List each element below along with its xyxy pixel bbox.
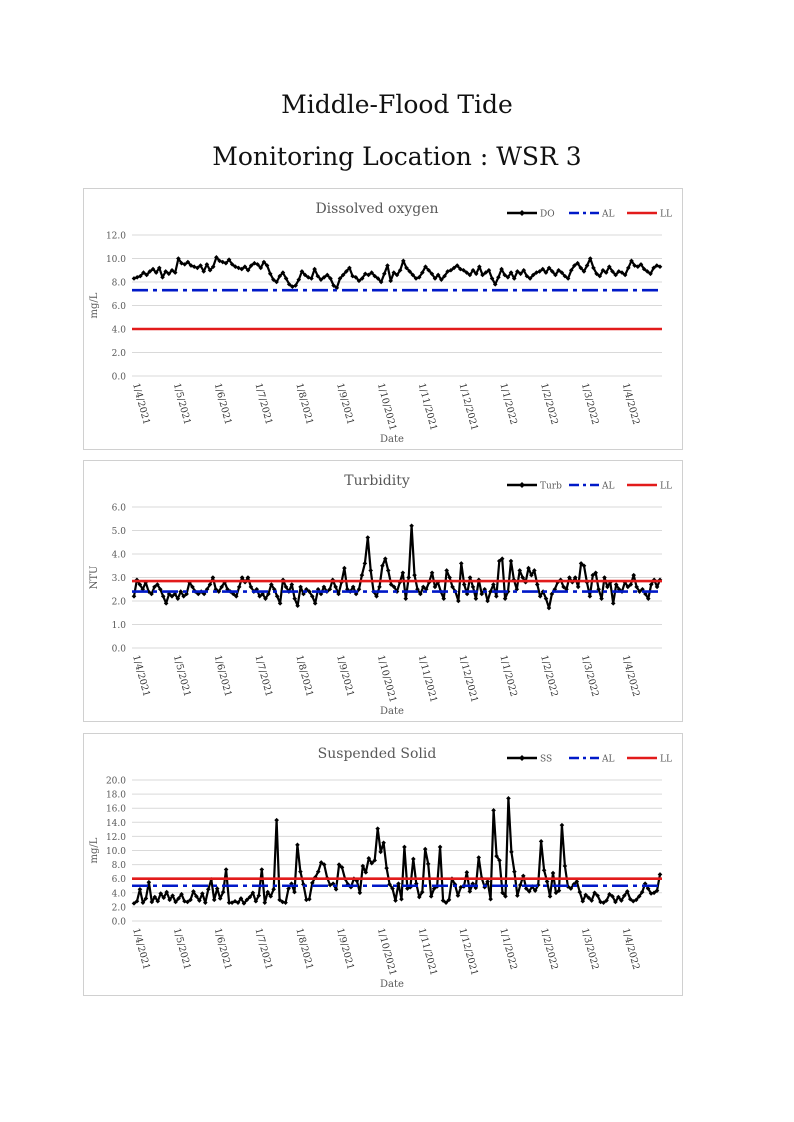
- data-point: [402, 845, 407, 850]
- legend-label: LL: [660, 209, 672, 220]
- legend-item-do: [507, 210, 555, 220]
- data-point: [494, 594, 499, 599]
- y-tick-label: 4.0: [111, 325, 126, 336]
- x-tick-label: 1/2/2022: [538, 653, 560, 698]
- legend-label: SS: [540, 754, 553, 765]
- legend-marker: [519, 210, 525, 216]
- data-point: [465, 870, 470, 875]
- data-point: [295, 843, 300, 848]
- x-tick-label: 1/11/2021: [415, 926, 439, 977]
- y-tick-label: 10.0: [105, 255, 126, 265]
- data-point: [542, 868, 547, 873]
- data-point: [588, 594, 593, 599]
- data-point: [363, 561, 368, 566]
- data-point: [509, 559, 514, 564]
- legend-item-ll: [627, 755, 672, 765]
- x-tick-label: 1/10/2021: [374, 381, 399, 432]
- chart-title: Turbidity: [344, 473, 410, 489]
- data-point: [399, 897, 404, 902]
- chart-panel-dissolved-oxygen: [83, 188, 683, 450]
- data-point: [488, 897, 493, 902]
- y-tick-label: 6.0: [111, 302, 126, 312]
- data-point: [491, 808, 496, 813]
- legend-item-turb: [507, 482, 562, 492]
- x-axis-label: Date: [380, 434, 404, 445]
- x-tick-label: 1/4/2021: [130, 926, 152, 971]
- x-tick-label: 1/11/2021: [415, 653, 439, 704]
- legend-label: AL: [602, 209, 615, 220]
- x-axis-label: Date: [380, 706, 404, 717]
- data-point: [459, 561, 464, 566]
- y-tick-label: 6.0: [111, 503, 126, 514]
- x-tick-label: 1/5/2021: [170, 926, 193, 971]
- legend-item-ll: [627, 482, 672, 492]
- y-tick-label: 0.0: [111, 917, 126, 928]
- legend-item-ss: [507, 755, 552, 765]
- page-subtitle: Monitoring Location : WSR 3: [212, 142, 582, 171]
- x-tick-label: 1/7/2021: [252, 926, 275, 971]
- data-point: [438, 845, 443, 850]
- chart-turbidity: [84, 461, 682, 721]
- y-tick-label: 8.0: [111, 861, 126, 872]
- x-tick-label: 1/10/2021: [374, 926, 399, 977]
- y-tick-label: 6.0: [111, 875, 126, 886]
- legend-label: DO: [540, 209, 555, 220]
- data-point: [548, 894, 553, 899]
- x-tick-label: 1/5/2021: [170, 381, 193, 426]
- legend-label: LL: [660, 754, 672, 765]
- y-tick-label: 10.0: [105, 847, 126, 857]
- data-point: [403, 596, 408, 601]
- x-tick-label: 1/11/2021: [415, 381, 439, 432]
- data-point: [368, 568, 373, 573]
- legend-item-ll: [627, 210, 672, 220]
- data-point: [212, 898, 217, 903]
- x-tick-label: 1/12/2021: [456, 926, 480, 977]
- y-tick-label: 0.0: [111, 644, 126, 655]
- y-tick-label: 14.0: [105, 818, 126, 829]
- x-tick-label: 1/2/2022: [538, 381, 560, 426]
- page-title: Middle-Flood Tide: [281, 90, 513, 119]
- y-tick-label: 8.0: [111, 278, 126, 289]
- data-point: [393, 898, 398, 903]
- y-tick-label: 16.0: [105, 804, 126, 815]
- y-tick-label: 5.0: [111, 527, 126, 537]
- data-point: [384, 866, 389, 871]
- data-point: [342, 566, 347, 571]
- legend-marker: [519, 482, 525, 488]
- legend-label: AL: [602, 754, 615, 765]
- data-point: [409, 524, 414, 529]
- x-tick-label: 1/4/2022: [619, 381, 642, 426]
- y-tick-label: 20.0: [105, 776, 126, 787]
- data-point: [138, 887, 143, 892]
- y-axis-label: mg/L: [89, 292, 100, 319]
- data-point: [386, 568, 391, 573]
- y-tick-label: 12.0: [105, 231, 126, 242]
- data-point: [551, 871, 556, 876]
- x-tick-label: 1/3/2022: [578, 653, 601, 698]
- data-point: [535, 582, 540, 587]
- x-tick-label: 1/9/2021: [334, 926, 356, 971]
- x-tick-label: 1/8/2021: [293, 381, 315, 426]
- data-point: [411, 857, 416, 862]
- y-tick-label: 4.0: [111, 889, 126, 900]
- data-point: [426, 862, 431, 867]
- x-tick-label: 1/10/2021: [374, 653, 399, 704]
- data-point: [147, 880, 152, 885]
- x-axis-label: Date: [380, 979, 404, 990]
- data-point: [274, 818, 279, 823]
- y-tick-label: 0.0: [111, 372, 126, 383]
- series-line-turb: [134, 526, 660, 608]
- y-tick-label: 2.0: [111, 903, 126, 914]
- x-tick-label: 1/7/2021: [252, 653, 275, 698]
- legend-label: Turb: [540, 481, 562, 492]
- x-tick-label: 1/8/2021: [293, 926, 315, 971]
- data-point: [512, 869, 517, 874]
- chart-panel-suspended-solid: [83, 733, 683, 996]
- y-tick-label: 3.0: [111, 574, 126, 584]
- x-tick-label: 1/1/2022: [497, 381, 519, 426]
- data-point: [259, 867, 264, 872]
- x-tick-label: 1/9/2021: [334, 653, 356, 698]
- data-point: [406, 575, 411, 580]
- data-point: [298, 869, 303, 874]
- data-point: [658, 872, 663, 877]
- data-point: [474, 596, 479, 601]
- data-point: [365, 535, 370, 540]
- data-point: [132, 594, 137, 599]
- data-point: [375, 826, 380, 831]
- x-tick-label: 1/6/2021: [211, 926, 234, 971]
- x-tick-label: 1/4/2022: [619, 653, 642, 698]
- y-tick-label: 2.0: [111, 597, 126, 608]
- x-tick-label: 1/1/2022: [497, 926, 519, 971]
- chart-suspended-solid: [84, 734, 682, 995]
- x-tick-label: 1/9/2021: [334, 381, 356, 426]
- y-tick-label: 2.0: [111, 349, 126, 359]
- chart-dissolved-oxygen: [84, 189, 682, 449]
- x-tick-label: 1/8/2021: [293, 653, 315, 698]
- x-tick-label: 1/2/2022: [538, 926, 560, 971]
- data-point: [506, 796, 511, 801]
- data-point: [358, 891, 363, 896]
- data-point: [412, 573, 417, 578]
- x-tick-label: 1/3/2022: [578, 381, 601, 426]
- data-point: [611, 601, 616, 606]
- y-tick-label: 1.0: [111, 621, 126, 631]
- y-axis-label: mg/L: [89, 837, 100, 864]
- x-tick-label: 1/7/2021: [252, 381, 275, 426]
- legend-item-al: [569, 482, 614, 492]
- y-axis-label: NTU: [89, 565, 100, 590]
- legend-label: AL: [602, 481, 615, 492]
- chart-panel-turbidity: [83, 460, 683, 722]
- x-tick-label: 1/1/2022: [497, 653, 519, 698]
- legend-item-al: [569, 210, 614, 220]
- x-tick-label: 1/4/2021: [130, 381, 152, 426]
- chart-title: Dissolved oxygen: [315, 201, 439, 217]
- data-point: [476, 855, 481, 860]
- x-tick-label: 1/12/2021: [456, 381, 480, 432]
- chart-title: Suspended Solid: [317, 746, 437, 762]
- data-point: [224, 867, 229, 872]
- x-tick-label: 1/6/2021: [211, 653, 234, 698]
- data-point: [560, 823, 565, 828]
- x-tick-label: 1/6/2021: [211, 381, 234, 426]
- legend-marker: [519, 755, 525, 761]
- data-point: [539, 839, 544, 844]
- legend-item-al: [569, 755, 614, 765]
- x-tick-label: 1/4/2021: [130, 653, 152, 698]
- legend-label: LL: [660, 481, 672, 492]
- x-tick-label: 1/12/2021: [456, 653, 480, 704]
- x-tick-label: 1/5/2021: [170, 653, 193, 698]
- y-tick-label: 18.0: [105, 790, 126, 801]
- y-tick-label: 4.0: [111, 550, 126, 561]
- x-tick-label: 1/3/2022: [578, 926, 601, 971]
- series-line-do: [134, 257, 660, 288]
- data-point: [360, 573, 365, 578]
- x-tick-label: 1/4/2022: [619, 926, 642, 971]
- y-tick-label: 12.0: [105, 832, 126, 843]
